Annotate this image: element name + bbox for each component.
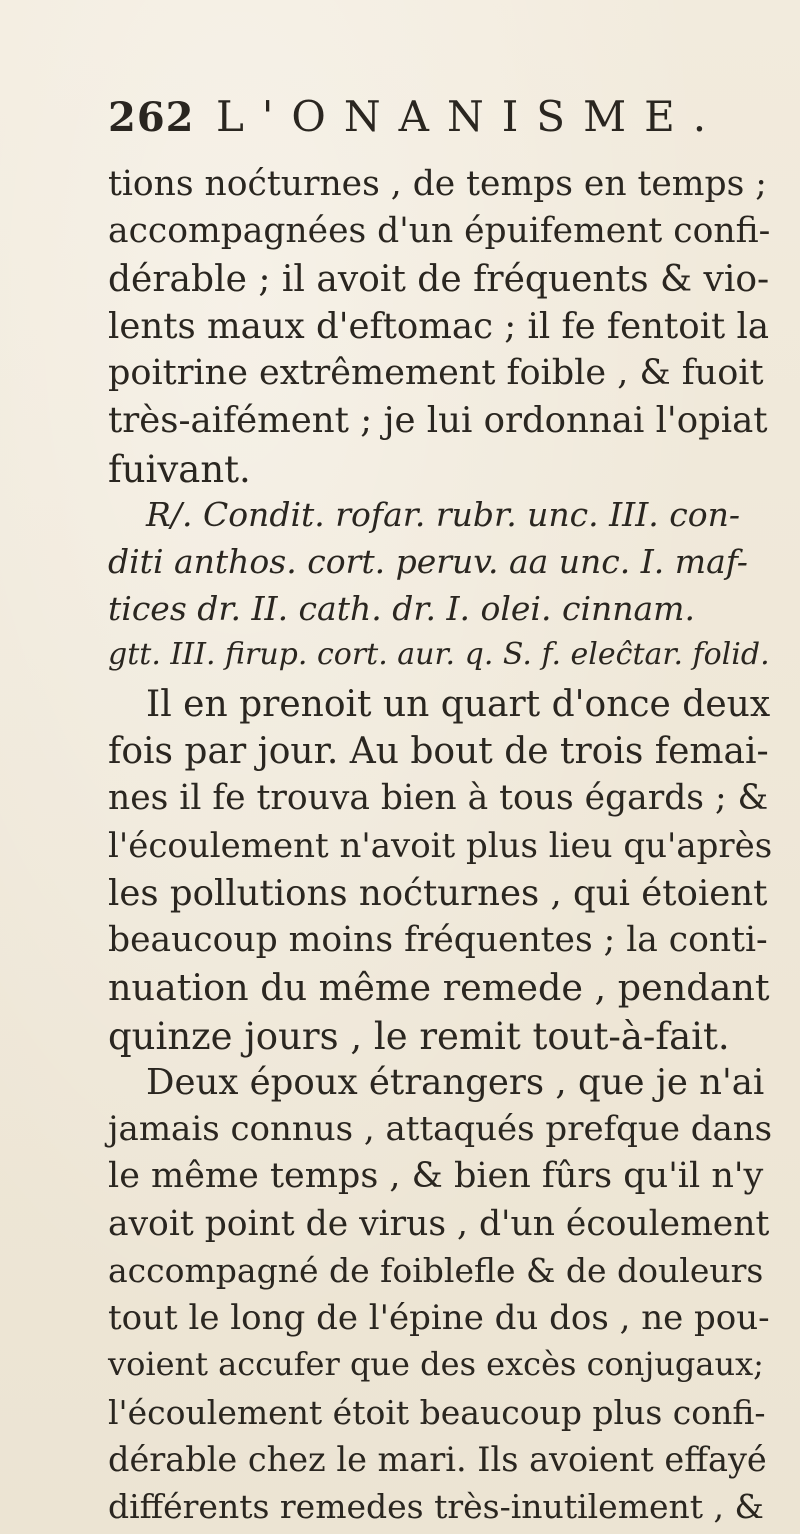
text-line: très-aifément ; je lui ordonnai l'opiat xyxy=(108,400,768,441)
running-title: L'ONANISME. xyxy=(216,92,725,141)
text-line: l'écoulement n'avoit plus lieu qu'après xyxy=(108,826,773,866)
text-line: avoit point de virus , d'un écoulement xyxy=(108,1204,770,1244)
text-line: Deux époux étrangers , que je n'ai xyxy=(146,1062,765,1103)
text-line: accompagnées d'un épuifement confi- xyxy=(108,211,771,251)
text-line: le même temps , & bien fûrs qu'il n'y xyxy=(108,1156,764,1196)
text-line: fois par jour. Au bout de trois femai- xyxy=(108,731,769,772)
formula-line: tices dr. II. cath. dr. I. olei. cinnam. xyxy=(108,589,695,628)
text-line: Il en prenoit un quart d'once deux xyxy=(146,684,771,725)
text-line: dérable chez le mari. Ils avoient effayé xyxy=(108,1440,767,1479)
text-line: lents maux d'eftomac ; il fe fentoit la xyxy=(108,306,769,347)
formula-line: R/. Condit. rofar. rubr. unc. III. con- xyxy=(146,495,740,534)
text-line: poitrine extrêmement foible , & fuoit xyxy=(108,353,764,393)
text-line: voient accufer que des excès conjugaux; xyxy=(108,1345,764,1383)
text-line: quinze jours , le remit tout-à-fait. xyxy=(108,1015,730,1058)
text-line: dérable ; il avoit de fréquents & vio- xyxy=(108,259,770,300)
text-line: jamais connus , attaqués prefque dans xyxy=(108,1109,773,1149)
text-line: l'écoulement étoit beaucoup plus confi- xyxy=(108,1393,766,1432)
formula-line: gtt. III. firup. cort. aur. q. S. f. eleĉtar. folid. xyxy=(108,637,770,672)
text-line: accompagné de foiblefle & de douleurs xyxy=(108,1251,764,1290)
text-line: beaucoup moins fréquentes ; la conti- xyxy=(108,920,768,960)
text-line: tions noćturnes , de temps en temps ; xyxy=(108,164,767,204)
text-line: nuation du même remede , pendant xyxy=(108,966,770,1009)
text-line: les pollutions noćturnes , qui étoient xyxy=(108,873,768,914)
text-line: différents remedes très-inutilement , & xyxy=(108,1487,764,1526)
text-line: nes il fe trouva bien à tous égards ; & xyxy=(108,778,769,818)
formula-line: diti anthos. cort. peruv. aa unc. I. maf- xyxy=(108,542,748,581)
text-line: fuivant. xyxy=(108,448,251,491)
page-number: 262 xyxy=(108,94,195,141)
text-line: tout le long de l'épine du dos , ne pou- xyxy=(108,1298,770,1338)
